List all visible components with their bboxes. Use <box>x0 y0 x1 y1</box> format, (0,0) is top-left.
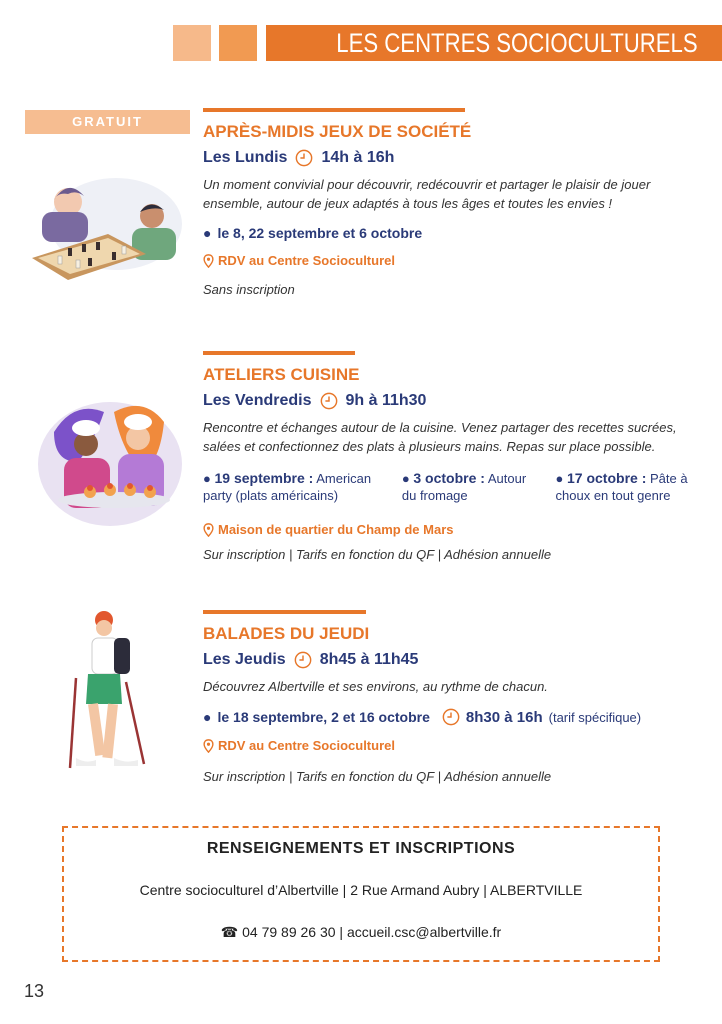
bullet-dot-icon: ● <box>203 709 212 725</box>
dates-text: le 8, 22 septembre et 6 octobre <box>217 225 423 241</box>
info-address: Centre socioculturel d’Albertville | 2 Rue Armand Aubry | ALBERTVILLE <box>139 882 583 898</box>
schedule-line <box>203 149 703 167</box>
header-banner <box>266 25 722 61</box>
dates-time: 8h30 à 16h <box>465 708 543 726</box>
section-title: APRÈS-MIDIS JEUX DE SOCIÉTÉ <box>203 122 472 141</box>
schedule-line <box>203 392 703 410</box>
section-divider <box>203 108 465 112</box>
contact-separator: | <box>339 924 344 940</box>
location-pin-icon <box>203 254 214 268</box>
workshop-text: Autour du fromage <box>401 471 527 503</box>
clock-icon <box>442 708 460 726</box>
clock-icon <box>320 392 338 410</box>
cooking-illustration <box>34 392 186 528</box>
dates-line <box>203 225 703 241</box>
bullet-dot-icon: ● <box>401 471 410 486</box>
dates-text: le 18 septembre, 2 et 16 octobre <box>217 709 430 725</box>
schedule-time: 9h à 11h30 <box>345 392 427 409</box>
location-line <box>203 253 703 268</box>
clock-icon <box>294 651 312 669</box>
location-text: Maison de quartier du Champ de Mars <box>218 522 454 537</box>
workshop-list <box>203 470 703 504</box>
schedule-time: 8h45 à 11h45 <box>319 651 419 668</box>
schedule-line <box>203 651 703 669</box>
bullet-dot-icon: ● <box>555 471 564 486</box>
schedule-day: Les Jeudis <box>203 651 286 668</box>
location-line <box>203 522 703 537</box>
email-link[interactable]: accueil.csc@albertville.fr <box>346 924 502 940</box>
section-description: Un moment convivial pour découvrir, redécouvrir et partager le plaisir de jouer ensemble, autour de jeux adaptés à tous les âges et toutes les envies ! <box>203 177 651 211</box>
workshop-item <box>556 470 703 504</box>
bullet-dot-icon: ● <box>203 471 211 486</box>
header-decor-square-light <box>173 25 211 61</box>
phone-number[interactable]: 04 79 89 26 30 <box>242 924 336 940</box>
section-description: Rencontre et échanges autour de la cuisine. Venez partager des recettes sucrées, salées et confectionnez des plats à plusieurs mains. Repas sur place possible. <box>203 420 677 454</box>
workshop-date: 3 octobre : <box>413 470 485 486</box>
section-divider <box>203 351 355 355</box>
schedule-time: 14h à 16h <box>321 149 395 166</box>
section-cooking <box>203 351 703 562</box>
location-line <box>203 738 703 753</box>
page-number: 13 <box>24 981 45 1001</box>
workshop-item <box>402 470 540 504</box>
location-pin-icon <box>203 739 214 753</box>
info-box <box>62 826 660 962</box>
registration-note: Sans inscription <box>203 282 295 297</box>
board-game-illustration <box>28 172 186 284</box>
section-title: BALADES DU JEUDI <box>203 624 370 643</box>
header-decor-square-mid <box>219 25 257 61</box>
info-title: RENSEIGNEMENTS ET INSCRIPTIONS <box>206 840 516 857</box>
location-text: RDV au Centre Socioculturel <box>218 253 395 268</box>
section-divider <box>203 610 366 614</box>
section-walks <box>203 610 703 784</box>
schedule-day: Les Vendredis <box>203 392 312 409</box>
section-title: ATELIERS CUISINE <box>203 365 360 384</box>
section-description: Découvrez Albertville et ses environs, au rythme de chacun. <box>203 679 548 694</box>
registration-note: Sur inscription | Tarifs en fonction du QF | Adhésion annuelle <box>203 769 552 784</box>
schedule-day: Les Lundis <box>203 149 288 166</box>
dates-line <box>203 708 703 726</box>
page-title: LES CENTRES SOCIOCULTURELS <box>336 27 698 58</box>
location-pin-icon <box>203 523 214 537</box>
workshop-text: Pâte à choux en tout genre <box>555 471 688 503</box>
workshop-text: American party (plats américains) <box>203 471 372 503</box>
registration-note: Sur inscription | Tarifs en fonction du QF | Adhésion annuelle <box>203 547 552 562</box>
hiker-illustration <box>62 608 152 780</box>
workshop-date: 17 octobre : <box>567 470 647 486</box>
location-text: RDV au Centre Socioculturel <box>218 738 395 753</box>
section-board-games <box>203 108 703 297</box>
dates-time-extra: (tarif spécifique) <box>548 709 642 725</box>
info-contact <box>64 924 658 941</box>
clock-icon <box>295 149 313 167</box>
workshop-date: 19 septembre : <box>214 470 314 486</box>
phone-icon: ☎ <box>220 924 239 940</box>
workshop-item <box>203 470 386 504</box>
bullet-dot-icon: ● <box>203 225 212 241</box>
free-badge: GRATUIT <box>25 110 190 134</box>
